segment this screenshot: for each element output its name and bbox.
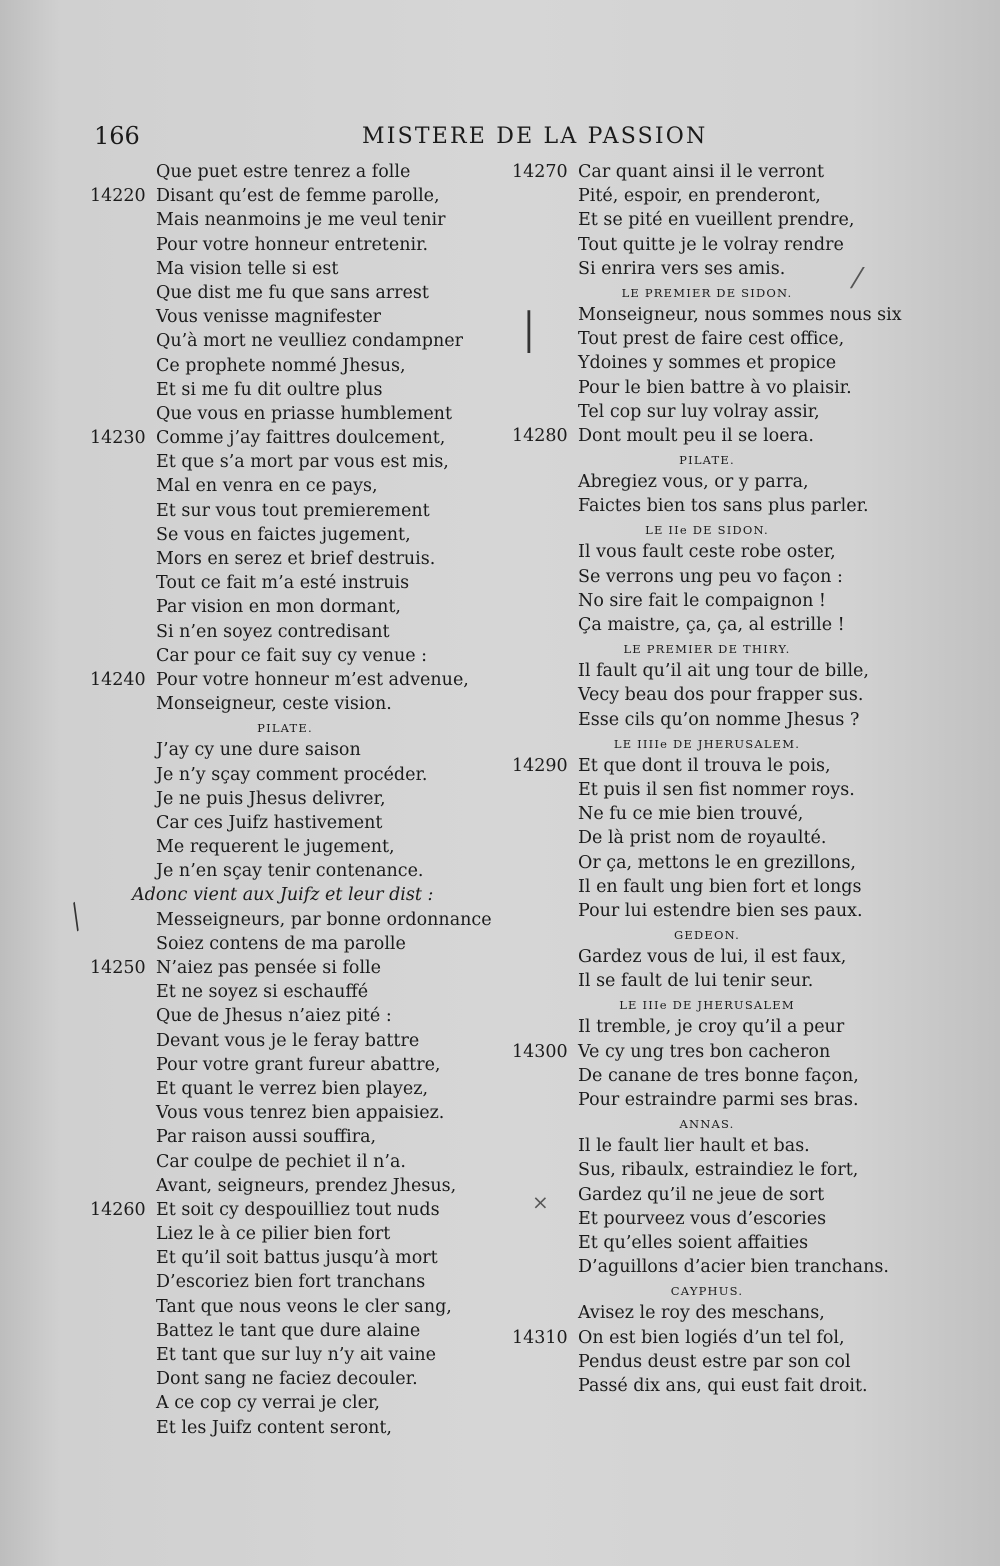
- verse-text: Or ça, mettons le en grezillons,: [578, 852, 856, 873]
- speaker-heading: LE PREMIER DE SIDON.: [621, 285, 793, 300]
- verse-text: Se vous en faictes jugement,: [156, 524, 411, 545]
- verse-text: Il vous fault ceste robe oster,: [578, 542, 836, 563]
- line-number: 14250: [90, 958, 146, 978]
- verse-line: [512, 1255, 902, 1279]
- verse-line: [90, 620, 480, 644]
- verse-text: Ne fu ce mie bien trouvé,: [578, 804, 804, 825]
- verse-text: Sus, ribaulx, estraindiez le fort,: [578, 1160, 859, 1181]
- verse-line: [90, 908, 492, 932]
- verse-line: [512, 613, 902, 637]
- verse-line: [512, 1301, 902, 1325]
- verse-text: Pour votre honneur m’est advenue,: [156, 669, 469, 690]
- verse-line: [90, 1125, 480, 1149]
- verse-line: [90, 450, 480, 474]
- verse-line: [90, 1101, 480, 1125]
- verse-text: Pité, espoir, en prenderont,: [578, 186, 821, 207]
- speaker-heading: LE IIIIe DE JHERUSALEM.: [613, 736, 801, 751]
- verse-text: Messeigneurs, par bonne ordonnance: [156, 909, 492, 930]
- verse-text: Ma vision telle si est: [156, 258, 339, 279]
- verse-text: Esse cils qu’on nomme Jhesus ?: [578, 709, 860, 730]
- verse-line: [512, 184, 902, 208]
- line-number: 14240: [90, 669, 146, 690]
- verse-text: Ydoines y sommes et propice: [578, 353, 837, 374]
- verse-line: [90, 1391, 480, 1415]
- verse-line: [512, 1015, 902, 1039]
- verse-text: Si enrira vers ses amis.: [578, 258, 786, 279]
- verse-line: [90, 402, 480, 426]
- verse-text: Devant vous je le feray battre: [156, 1030, 420, 1051]
- verse-line: [512, 1134, 902, 1158]
- verse-text: Vecy beau dos pour frapper sus.: [578, 685, 864, 706]
- verse-line: [512, 565, 902, 589]
- verse-text: Mors en serez et brief destruis.: [156, 549, 436, 569]
- speaker-heading: PILATE.: [679, 453, 735, 468]
- line-number: 14270: [512, 162, 568, 182]
- verse-line: [90, 474, 480, 498]
- verse-line: [512, 1040, 902, 1064]
- verse-line: [90, 1053, 480, 1077]
- verse-line: [90, 1198, 480, 1222]
- verse-text: Vous vous tenrez bien appaisiez.: [156, 1103, 445, 1124]
- verse-line: [90, 1029, 480, 1053]
- verse-line: [90, 668, 480, 692]
- speaker-heading: LE IIIe DE JHERUSALEM: [619, 998, 795, 1013]
- verse-line: [90, 1416, 480, 1440]
- verse-text: Avisez le roy des meschans,: [578, 1303, 825, 1324]
- verse-text: Pour votre grant fureur abattre,: [156, 1054, 441, 1075]
- verse-text: Pour estraindre parmi ses bras.: [578, 1090, 859, 1110]
- verse-text: Et puis il sen fist nommer roys.: [578, 779, 855, 800]
- verse-line: [90, 787, 480, 811]
- verse-line: [90, 1004, 480, 1028]
- verse-text: N’aiez pas pensée si folle: [156, 958, 382, 978]
- verse-line: [90, 595, 480, 619]
- verse-line: [90, 1295, 480, 1319]
- verse-text: Dont moult peu il se loera.: [578, 425, 814, 446]
- verse-line: [90, 763, 480, 787]
- verse-text: Soiez contens de ma parolle: [156, 933, 406, 954]
- verse-line: [512, 470, 902, 494]
- verse-line: [512, 708, 902, 732]
- verse-line: [512, 1064, 902, 1088]
- verse-text: Qu’à mort ne veulliez condampner: [156, 331, 463, 352]
- verse-line: [512, 351, 902, 375]
- verse-line: [512, 1231, 902, 1255]
- verse-line: [512, 1207, 902, 1231]
- verse-text: Il le fault lier hault et bas.: [578, 1136, 810, 1157]
- verse-line: [512, 233, 902, 257]
- verse-text: Que puet estre tenrez a folle: [156, 162, 411, 182]
- verse-text: D’escoriez bien fort tranchans: [156, 1272, 426, 1293]
- verse-text: D’aguillons d’acier bien tranchans.: [578, 1257, 889, 1278]
- margin-pencil-cross: ×: [532, 1190, 549, 1214]
- verse-line: [90, 305, 480, 329]
- stage-direction-text: Adonc vient aux Juifz et leur dist :: [132, 885, 434, 906]
- speaker-heading: PILATE.: [257, 721, 313, 736]
- verse-line: [90, 257, 480, 281]
- verse-text: Par vision en mon dormant,: [156, 597, 401, 618]
- verse-text: Vous venisse magnifester: [156, 307, 382, 328]
- verse-text: Car coulpe de pechiet il n’a.: [156, 1151, 406, 1172]
- verse-text: Pour lui estendre bien ses paux.: [578, 900, 863, 921]
- verse-line: [512, 257, 902, 281]
- verse-text: Passé dix ans, qui eust fait droit.: [578, 1375, 868, 1396]
- verse-line: [90, 859, 480, 883]
- verse-text: Je n’y sçay comment procéder.: [156, 764, 428, 785]
- verse-text: Tant que nous veons le cler sang,: [156, 1296, 452, 1317]
- line-number: 14260: [90, 1199, 146, 1220]
- speaker-heading: CAYPHUS.: [670, 1284, 744, 1299]
- verse-line: [90, 426, 480, 450]
- verse-line: [90, 1319, 480, 1343]
- verse-text: Disant qu’est de femme parolle,: [156, 186, 440, 207]
- verse-line: [512, 851, 902, 875]
- verse-text: Que vous en priasse humblement: [156, 403, 452, 424]
- verse-text: Gardez vous de lui, il est faux,: [578, 947, 847, 968]
- verse-line: [512, 303, 902, 327]
- verse-text: Et si me fu dit oultre plus: [156, 379, 383, 400]
- margin-pencil-mark: ╱: [64, 903, 90, 932]
- verse-text: Monseigneur, nous sommes nous six: [578, 304, 902, 325]
- verse-text: Car ces Juifz hastivement: [156, 812, 383, 833]
- line-number: 14230: [90, 428, 146, 449]
- verse-text: Et soit cy despouilliez tout nuds: [156, 1199, 440, 1220]
- verse-text: Et qu’il soit battus jusqu’à mort: [156, 1248, 438, 1269]
- verse-text: Si n’en soyez contredisant: [156, 621, 390, 642]
- verse-line: [512, 208, 902, 232]
- verse-line: [512, 1374, 902, 1398]
- verse-text: Tout prest de faire cest office,: [578, 329, 845, 350]
- verse-text: Mais neanmoins je me veul tenir: [156, 210, 446, 231]
- verse-line: [90, 835, 480, 859]
- verse-line: [512, 1088, 902, 1112]
- verse-line: [90, 1222, 480, 1246]
- verse-line: [512, 875, 902, 899]
- verse-text: Ce prophete nommé Jhesus,: [156, 355, 406, 376]
- verse-text: Pour votre honneur entretenir.: [156, 234, 429, 255]
- verse-line: [512, 802, 902, 826]
- speaker-heading: ANNAS.: [679, 1117, 735, 1132]
- verse-line: [512, 683, 902, 707]
- verse-line: [90, 692, 480, 716]
- verse-line: [512, 659, 902, 683]
- verse-line: [90, 1246, 480, 1270]
- verse-text: Liez le à ce pilier bien fort: [156, 1224, 391, 1245]
- verse-line: [90, 1174, 480, 1198]
- verse-line: [512, 424, 902, 448]
- line-number: 14220: [90, 186, 146, 207]
- verse-line: [512, 969, 902, 993]
- verse-line: [512, 494, 902, 518]
- verse-line: [90, 738, 480, 762]
- verse-text: A ce cop cy verrai je cler,: [156, 1393, 380, 1414]
- verse-text: Comme j’ay faittres doulcement,: [156, 428, 446, 449]
- verse-line: [512, 945, 902, 969]
- verse-text: Que dist me fu que sans arrest: [156, 282, 429, 303]
- page-number: 166: [94, 122, 140, 150]
- verse-text: Et se pité en vueillent prendre,: [578, 210, 855, 231]
- verse-text: Abregiez vous, or y parra,: [578, 472, 809, 493]
- verse-text: Il tremble, je croy qu’il a peur: [578, 1017, 845, 1038]
- right-column: [512, 160, 902, 1398]
- verse-line: [90, 354, 480, 378]
- margin-vertical-line: │: [518, 312, 540, 353]
- verse-text: Et qu’elles soient affaities: [578, 1232, 809, 1253]
- verse-text: Et que s’a mort par vous est mis,: [156, 452, 449, 473]
- verse-text: Me requerent le jugement,: [156, 837, 395, 858]
- verse-line: [512, 540, 902, 564]
- speaker-heading: LE PREMIER DE THIRY.: [623, 642, 791, 657]
- verse-line: [90, 1367, 480, 1391]
- verse-text: Tout ce fait m’a esté instruis: [156, 573, 410, 594]
- verse-text: Par raison aussi souffira,: [156, 1127, 377, 1148]
- verse-text: No sire fait le compaignon !: [578, 590, 826, 611]
- running-title: MISTERE DE LA PASSION: [362, 124, 708, 149]
- verse-text: Et les Juifz content seront,: [156, 1417, 392, 1438]
- speaker-heading: LE IIe DE SIDON.: [645, 523, 769, 538]
- verse-line: [90, 1077, 480, 1101]
- verse-line: [512, 826, 902, 850]
- verse-line: [90, 160, 480, 184]
- verse-line: [90, 281, 480, 305]
- verse-line: [90, 980, 480, 1004]
- line-number: 14290: [512, 755, 568, 776]
- verse-text: Pour le bien battre à vo plaisir.: [578, 377, 852, 398]
- verse-line: [512, 400, 902, 424]
- verse-text: Et sur vous tout premierement: [156, 500, 430, 521]
- verse-text: On est bien logiés d’un tel fol,: [578, 1327, 845, 1348]
- verse-text: Dont sang ne faciez decouler.: [156, 1369, 418, 1390]
- left-column: [90, 160, 492, 1440]
- line-number: 14310: [512, 1327, 568, 1348]
- verse-text: De là prist nom de royaulté.: [578, 828, 827, 849]
- stage-direction: [90, 883, 480, 907]
- verse-line: [90, 1150, 480, 1174]
- verse-text: Il en fault ung bien fort et longs: [578, 876, 862, 897]
- verse-line: [90, 1343, 480, 1367]
- verse-line: [90, 644, 480, 668]
- verse-text: Et que dont il trouva le pois,: [578, 755, 831, 776]
- verse-line: [90, 571, 480, 595]
- speaker-heading: GEDEON.: [673, 928, 740, 943]
- verse-line: [512, 1326, 902, 1350]
- verse-text: J’ay cy une dure saison: [156, 740, 361, 761]
- verse-line: [90, 932, 480, 956]
- verse-text: Ve cy ung tres bon cacheron: [578, 1041, 831, 1062]
- verse-text: Avant, seigneurs, prendez Jhesus,: [156, 1175, 457, 1196]
- verse-text: Gardez qu’il ne jeue de sort: [578, 1184, 825, 1205]
- verse-line: [512, 160, 902, 184]
- verse-line: [90, 523, 480, 547]
- verse-line: [90, 956, 480, 980]
- verse-text: Je ne puis Jhesus delivrer,: [156, 788, 386, 809]
- verse-text: Monseigneur, ceste vision.: [156, 694, 392, 715]
- verse-text: Il se fault de lui tenir seur.: [578, 971, 814, 992]
- verse-line: [90, 499, 480, 523]
- verse-line: [90, 547, 480, 571]
- verse-line: [512, 754, 902, 778]
- verse-line: [90, 378, 480, 402]
- margin-pencil-mark: ⁄: [855, 262, 860, 295]
- verse-text: Tout quitte je le volray rendre: [578, 234, 844, 255]
- verse-line: [90, 233, 480, 257]
- verse-text: Et quant le verrez bien playez,: [156, 1078, 429, 1099]
- line-number: 14300: [512, 1041, 568, 1062]
- verse-text: De canane de tres bonne façon,: [578, 1065, 859, 1086]
- verse-line: [512, 1183, 902, 1207]
- verse-line: [512, 1350, 902, 1374]
- verse-text: Tel cop sur luy volray assir,: [578, 401, 820, 422]
- verse-text: Et pourveez vous d’escories: [578, 1208, 827, 1229]
- verse-text: Car pour ce fait suy cy venue :: [156, 645, 428, 666]
- verse-text: Que de Jhesus n’aiez pité :: [156, 1006, 392, 1027]
- verse-text: Je n’en sçay tenir contenance.: [156, 861, 424, 882]
- verse-text: Pendus deust estre par son col: [578, 1351, 851, 1372]
- verse-line: [90, 329, 480, 353]
- verse-line: [90, 811, 480, 835]
- verse-line: [512, 1158, 902, 1182]
- verse-text: Mal en venra en ce pays,: [156, 476, 378, 497]
- verse-text: Se verrons ung peu vo façon :: [578, 566, 843, 587]
- verse-line: [512, 899, 902, 923]
- verse-text: Ça maistre, ça, ça, al estrille !: [578, 615, 845, 635]
- page-header: [0, 122, 1000, 152]
- verse-line: [512, 376, 902, 400]
- verse-line: [90, 1270, 480, 1294]
- verse-text: Faictes bien tos sans plus parler.: [578, 496, 869, 517]
- line-number: 14280: [512, 425, 568, 446]
- verse-line: [512, 327, 902, 351]
- verse-text: Et ne soyez si eschauffé: [156, 982, 369, 1003]
- verse-text: Battez le tant que dure alaine: [156, 1320, 421, 1341]
- verse-line: [90, 208, 480, 232]
- verse-line: [512, 778, 902, 802]
- verse-text: Car quant ainsi il le verront: [578, 162, 825, 182]
- verse-text: Il fault qu’il ait ung tour de bille,: [578, 661, 869, 682]
- verse-line: [512, 589, 902, 613]
- verse-line: [90, 184, 480, 208]
- verse-text: Et tant que sur luy n’y ait vaine: [156, 1345, 437, 1365]
